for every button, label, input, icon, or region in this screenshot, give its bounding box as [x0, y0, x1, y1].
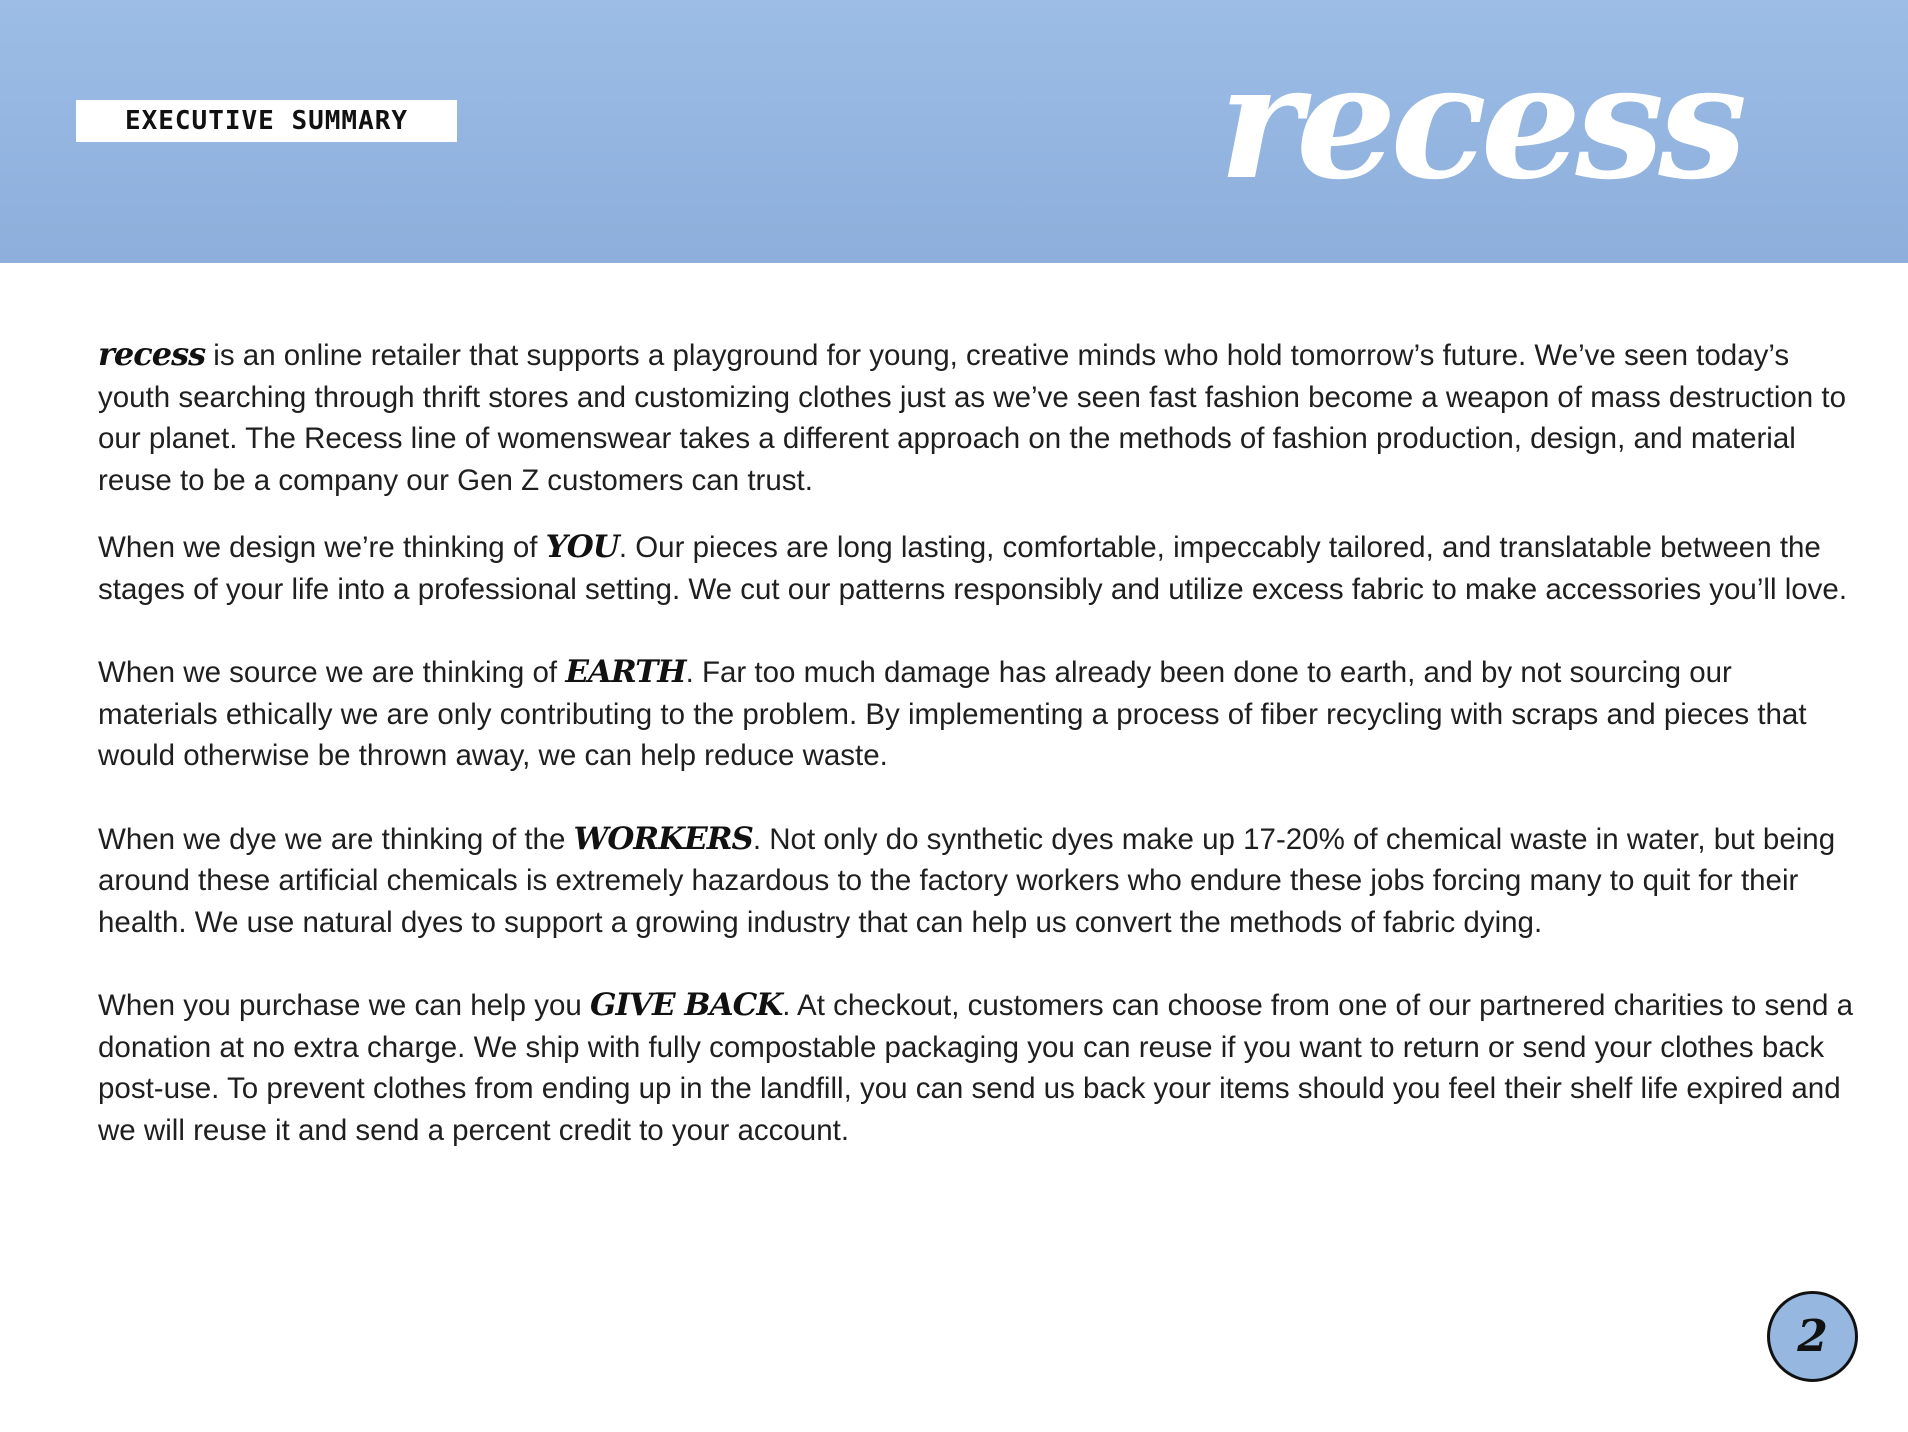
source-lead: When we source we are thinking of: [98, 656, 566, 689]
section-label: EXECUTIVE SUMMARY: [76, 100, 457, 142]
purchase-emphasis: GIVE BACK: [589, 987, 783, 1023]
dye-text: . Not only do synthetic dyes make up 17-20% of chemical waste in water, but being around these artificial chemicals is extremely hazardous to the factory workers who endure these jobs forcing many to quit for their health. We use natural dyes to support a growing industry that can help us convert the methods of fabric dying.: [98, 822, 1836, 939]
dye-lead: When we dye we are thinking of the: [98, 822, 574, 856]
brand-inline: recess: [98, 335, 206, 373]
purchase-lead: When you purchase we can help you: [98, 989, 590, 1022]
design-emphasis: YOU: [545, 529, 619, 565]
source-emphasis: EARTH: [565, 654, 686, 690]
design-text: . Our pieces are long lasting, comfortable, impeccably tailored, and translatable between the stages of your life into a professional setting. We cut our patterns responsibly and utilize excess fabric to make accessories you’ll love.: [98, 531, 1848, 606]
page-number-badge: 2: [1767, 1291, 1858, 1382]
dye-paragraph: [98, 819, 1858, 944]
design-paragraph: [98, 527, 1858, 610]
purchase-text: . At checkout, customers can choose from one of our partnered charities to send a donation at no extra charge. We ship with fully compostable packaging you can reuse if you want to return or send your clothes back post-use. To prevent clothes from ending up in the landfill, you can send us back your items should you feel their shelf life expired and we will reuse it and send a percent credit to your account.: [98, 989, 1854, 1147]
source-paragraph: [98, 652, 1858, 777]
intro-paragraph: [98, 334, 1858, 501]
brand-logo: recess: [1218, 30, 1742, 215]
summary-body: [98, 334, 1858, 1151]
intro-text: is an online retailer that supports a playground for young, creative minds who hold tomorrow’s future. We’ve seen today’s youth searching through thrift stores and customizing clothes just as we’ve seen fast fashion become a weapon of mass destruction to our planet. The Recess line of womenswear takes a different approach on the methods of fashion production, design, and material reuse to be a company our Gen Z customers can trust.: [98, 339, 1847, 497]
source-text: . Far too much damage has already been done to earth, and by not sourcing our materials ethically we are only contributing to the problem. By implementing a process of fiber recycling with scraps and pieces that would otherwise be thrown away, we can help reduce waste.: [98, 656, 1807, 772]
header-banner: [0, 0, 1908, 263]
design-lead: When we design we’re thinking of: [98, 531, 546, 564]
purchase-paragraph: [98, 985, 1858, 1151]
dye-emphasis: WORKERS: [573, 820, 753, 857]
